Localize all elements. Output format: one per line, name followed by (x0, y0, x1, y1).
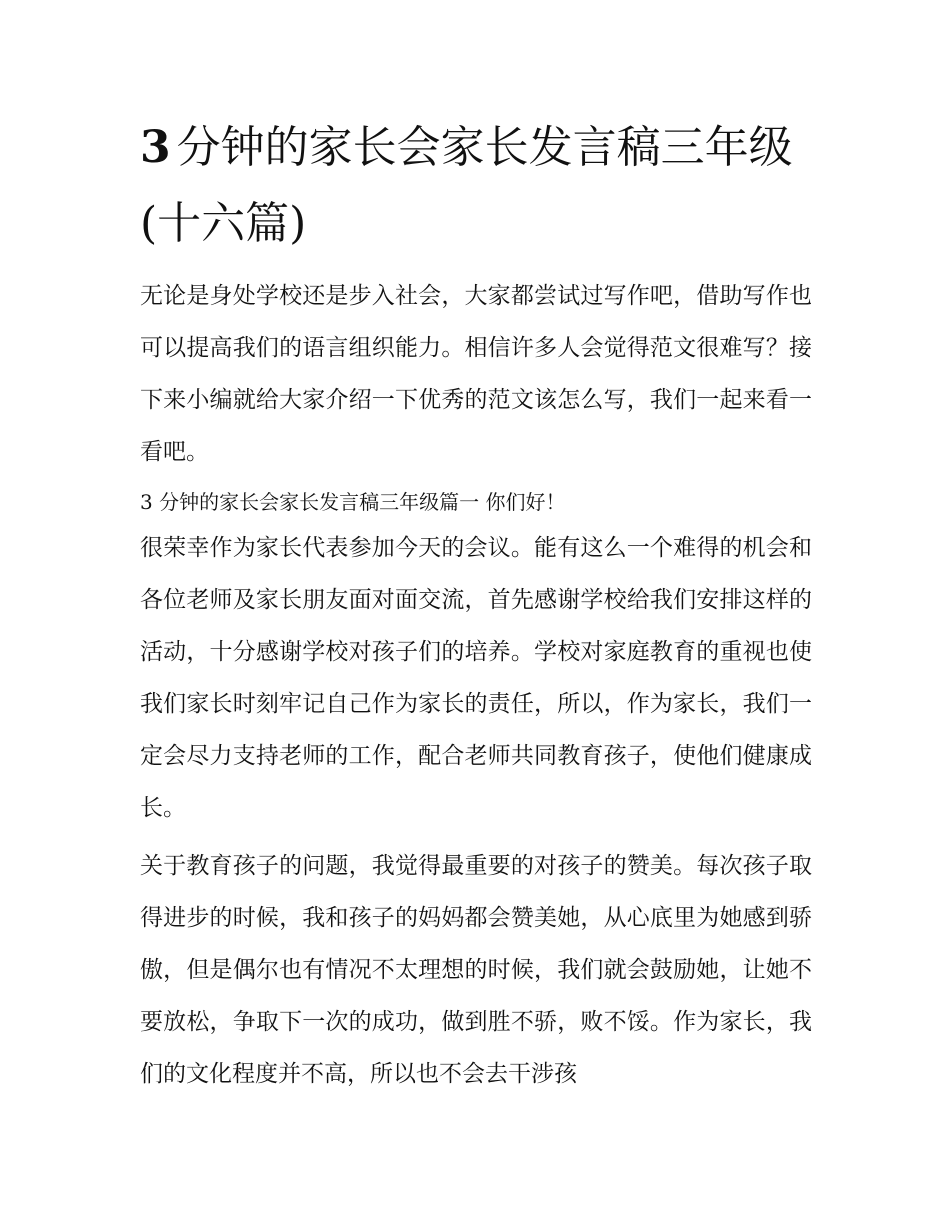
title-text: 分钟的家长会家长发言稿三年级(十六篇) (140, 122, 793, 249)
title-number: 3 (140, 122, 171, 173)
section-heading: 3 分钟的家长会家长发言稿三年级篇一 你们好！ (140, 490, 566, 514)
body-paragraph: 关于教育孩子的问题，我觉得最重要的对孩子的赞美。每次孩子取得进步的时候，我和孩子的妈妈都会赞美她，从心底里为她感到骄傲，但是偶尔也有情况不太理想的时候，我们就会鼓励她，让她不要放松，争取下一次的成功，做到胜不骄，败不馁。作为家长，我们的文化程度并不高，所以也不会去干涉孩 (140, 853, 812, 1087)
intro-paragraph: 无论是身处学校还是步入社会，大家都尝试过写作吧，借助写作也可以提高我们的语言组织能力。相信许多人会觉得范文很难写？接下来小编就给大家介绍一下优秀的范文该怎么写，我们一起来看一看吧。 (140, 283, 812, 465)
body-paragraph: 很荣幸作为家长代表参加今天的会议。能有这么一个难得的机会和各位老师及家长朋友面对面交流，首先感谢学校给我们安排这样的活动，十分感谢学校对孩子们的培养。学校对家庭教育的重视也使我们家长时刻牢记自己作为家长的责任，所以，作为家长，我们一定会尽力支持老师的工作，配合老师共同教育孩子，使他们健康成长。 (140, 535, 812, 821)
document-title (140, 110, 812, 262)
document-page (140, 110, 812, 1100)
